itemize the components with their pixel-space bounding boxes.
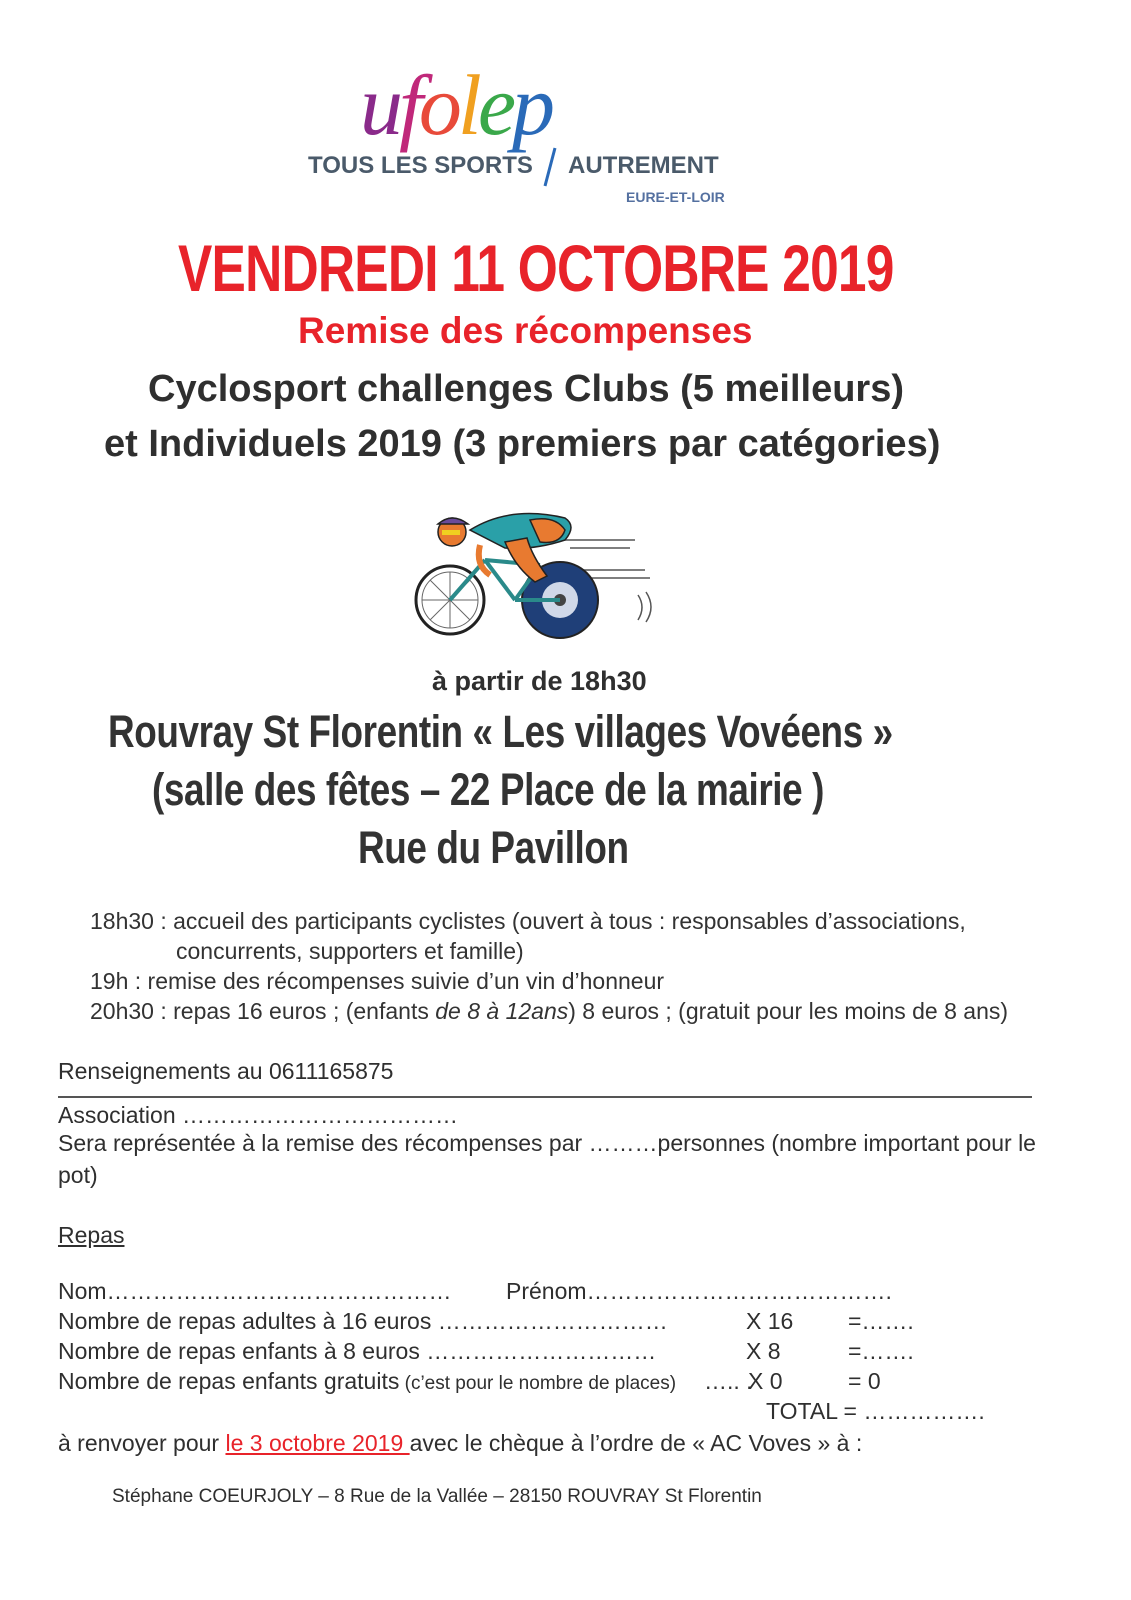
logo-letter: e: [477, 57, 512, 153]
program-line-4-a: 20h30 : repas 16 euros ; (enfants: [90, 998, 436, 1024]
logo-letter: l: [457, 57, 478, 153]
meal-row-children-eq: =…….: [848, 1338, 914, 1364]
logo-tagline-right: AUTREMENT: [568, 152, 719, 179]
meal-row-free-mult: X 0: [748, 1368, 783, 1394]
logo-slash: [543, 146, 557, 188]
return-text-a: à renvoyer pour: [58, 1430, 226, 1456]
meal-row-free-label: [58, 1368, 676, 1395]
represented-line-1: Sera représentée à la remise des récompenses par ………personnes (nombre important pour le: [58, 1130, 1036, 1156]
program-line-4: [90, 998, 1008, 1025]
mailing-address: Stéphane COEURJOLY – 8 Rue de la Vallée – 28150 ROUVRAY St Florentin: [112, 1486, 762, 1507]
logo-region: EURE-ET-LOIR: [626, 189, 725, 205]
association-field: Association ………………………………: [58, 1102, 459, 1128]
event-heading-line2: et Individuels 2019 (3 premiers par catégories): [104, 423, 941, 465]
cyclist-illustration: [410, 500, 660, 642]
start-time: à partir de 18h30: [432, 666, 647, 696]
program-line-4-age: de 8 à 12ans: [435, 998, 569, 1024]
event-date: VENDREDI 11 OCTOBRE 2019: [178, 231, 894, 305]
meal-row-adults-mult: X 16: [746, 1308, 794, 1334]
total-line: TOTAL = …………….: [766, 1398, 985, 1424]
program-line-4-c: ) 8 euros ; (: [568, 998, 686, 1024]
meal-row-children-label: Nombre de repas enfants à 8 euros …………………………: [58, 1338, 657, 1364]
logo-letter: f: [399, 57, 419, 153]
meal-row-adults-eq: =…….: [848, 1308, 914, 1334]
event-heading-line1: Cyclosport challenges Clubs (5 meilleurs): [148, 368, 904, 410]
info-phone: Renseignements au 0611165875: [58, 1058, 394, 1084]
logo-letter: o: [418, 57, 458, 153]
meal-row-adults-label: Nombre de repas adultes à 16 euros …………………………: [58, 1308, 668, 1334]
meal-row-free-eq: = 0: [848, 1368, 881, 1394]
represented-line-2: pot): [58, 1162, 98, 1188]
logo-letter: u: [360, 57, 399, 153]
meal-row-free-note: (c’est pour le nombre de places): [399, 1373, 677, 1394]
venue-line2: (salle des fêtes – 22 Place de la mairie ): [152, 764, 824, 815]
logo-tagline-left: TOUS LES SPORTS: [308, 152, 533, 179]
name-field: Nom………………………………………: [58, 1278, 452, 1304]
firstname-field: Prénom………………………………….: [506, 1278, 892, 1304]
logo-wordmark: [360, 57, 551, 153]
program-line-4-free: gratuit pour les moins de 8 ans): [685, 998, 1009, 1024]
divider: [58, 1096, 1032, 1098]
ufolep-logo: [308, 57, 760, 212]
return-text-b: avec le chèque à l’ordre de « AC Voves » à :: [409, 1430, 863, 1456]
meal-row-free-prefix: ….. .: [704, 1368, 753, 1394]
logo-letter: p: [511, 57, 551, 153]
meals-heading: Repas: [58, 1222, 125, 1248]
meal-row-free-text: Nombre de repas enfants gratuits: [58, 1368, 400, 1394]
program-line-1: 18h30 : accueil des participants cyclistes (ouvert à tous : responsables d’associations,: [90, 908, 966, 934]
venue-line1: Rouvray St Florentin « Les villages Vovéens »: [108, 706, 893, 757]
event-subtitle: Remise des récompenses: [298, 310, 753, 351]
meal-row-children-mult: X 8: [746, 1338, 781, 1364]
venue-line3: Rue du Pavillon: [358, 822, 629, 873]
program-line-3: 19h : remise des récompenses suivie d’un vin d’honneur: [90, 968, 665, 994]
return-instructions: [58, 1430, 862, 1457]
return-deadline: le 3 octobre 2019: [225, 1430, 410, 1456]
program-line-2: concurrents, supporters et famille): [176, 938, 524, 964]
